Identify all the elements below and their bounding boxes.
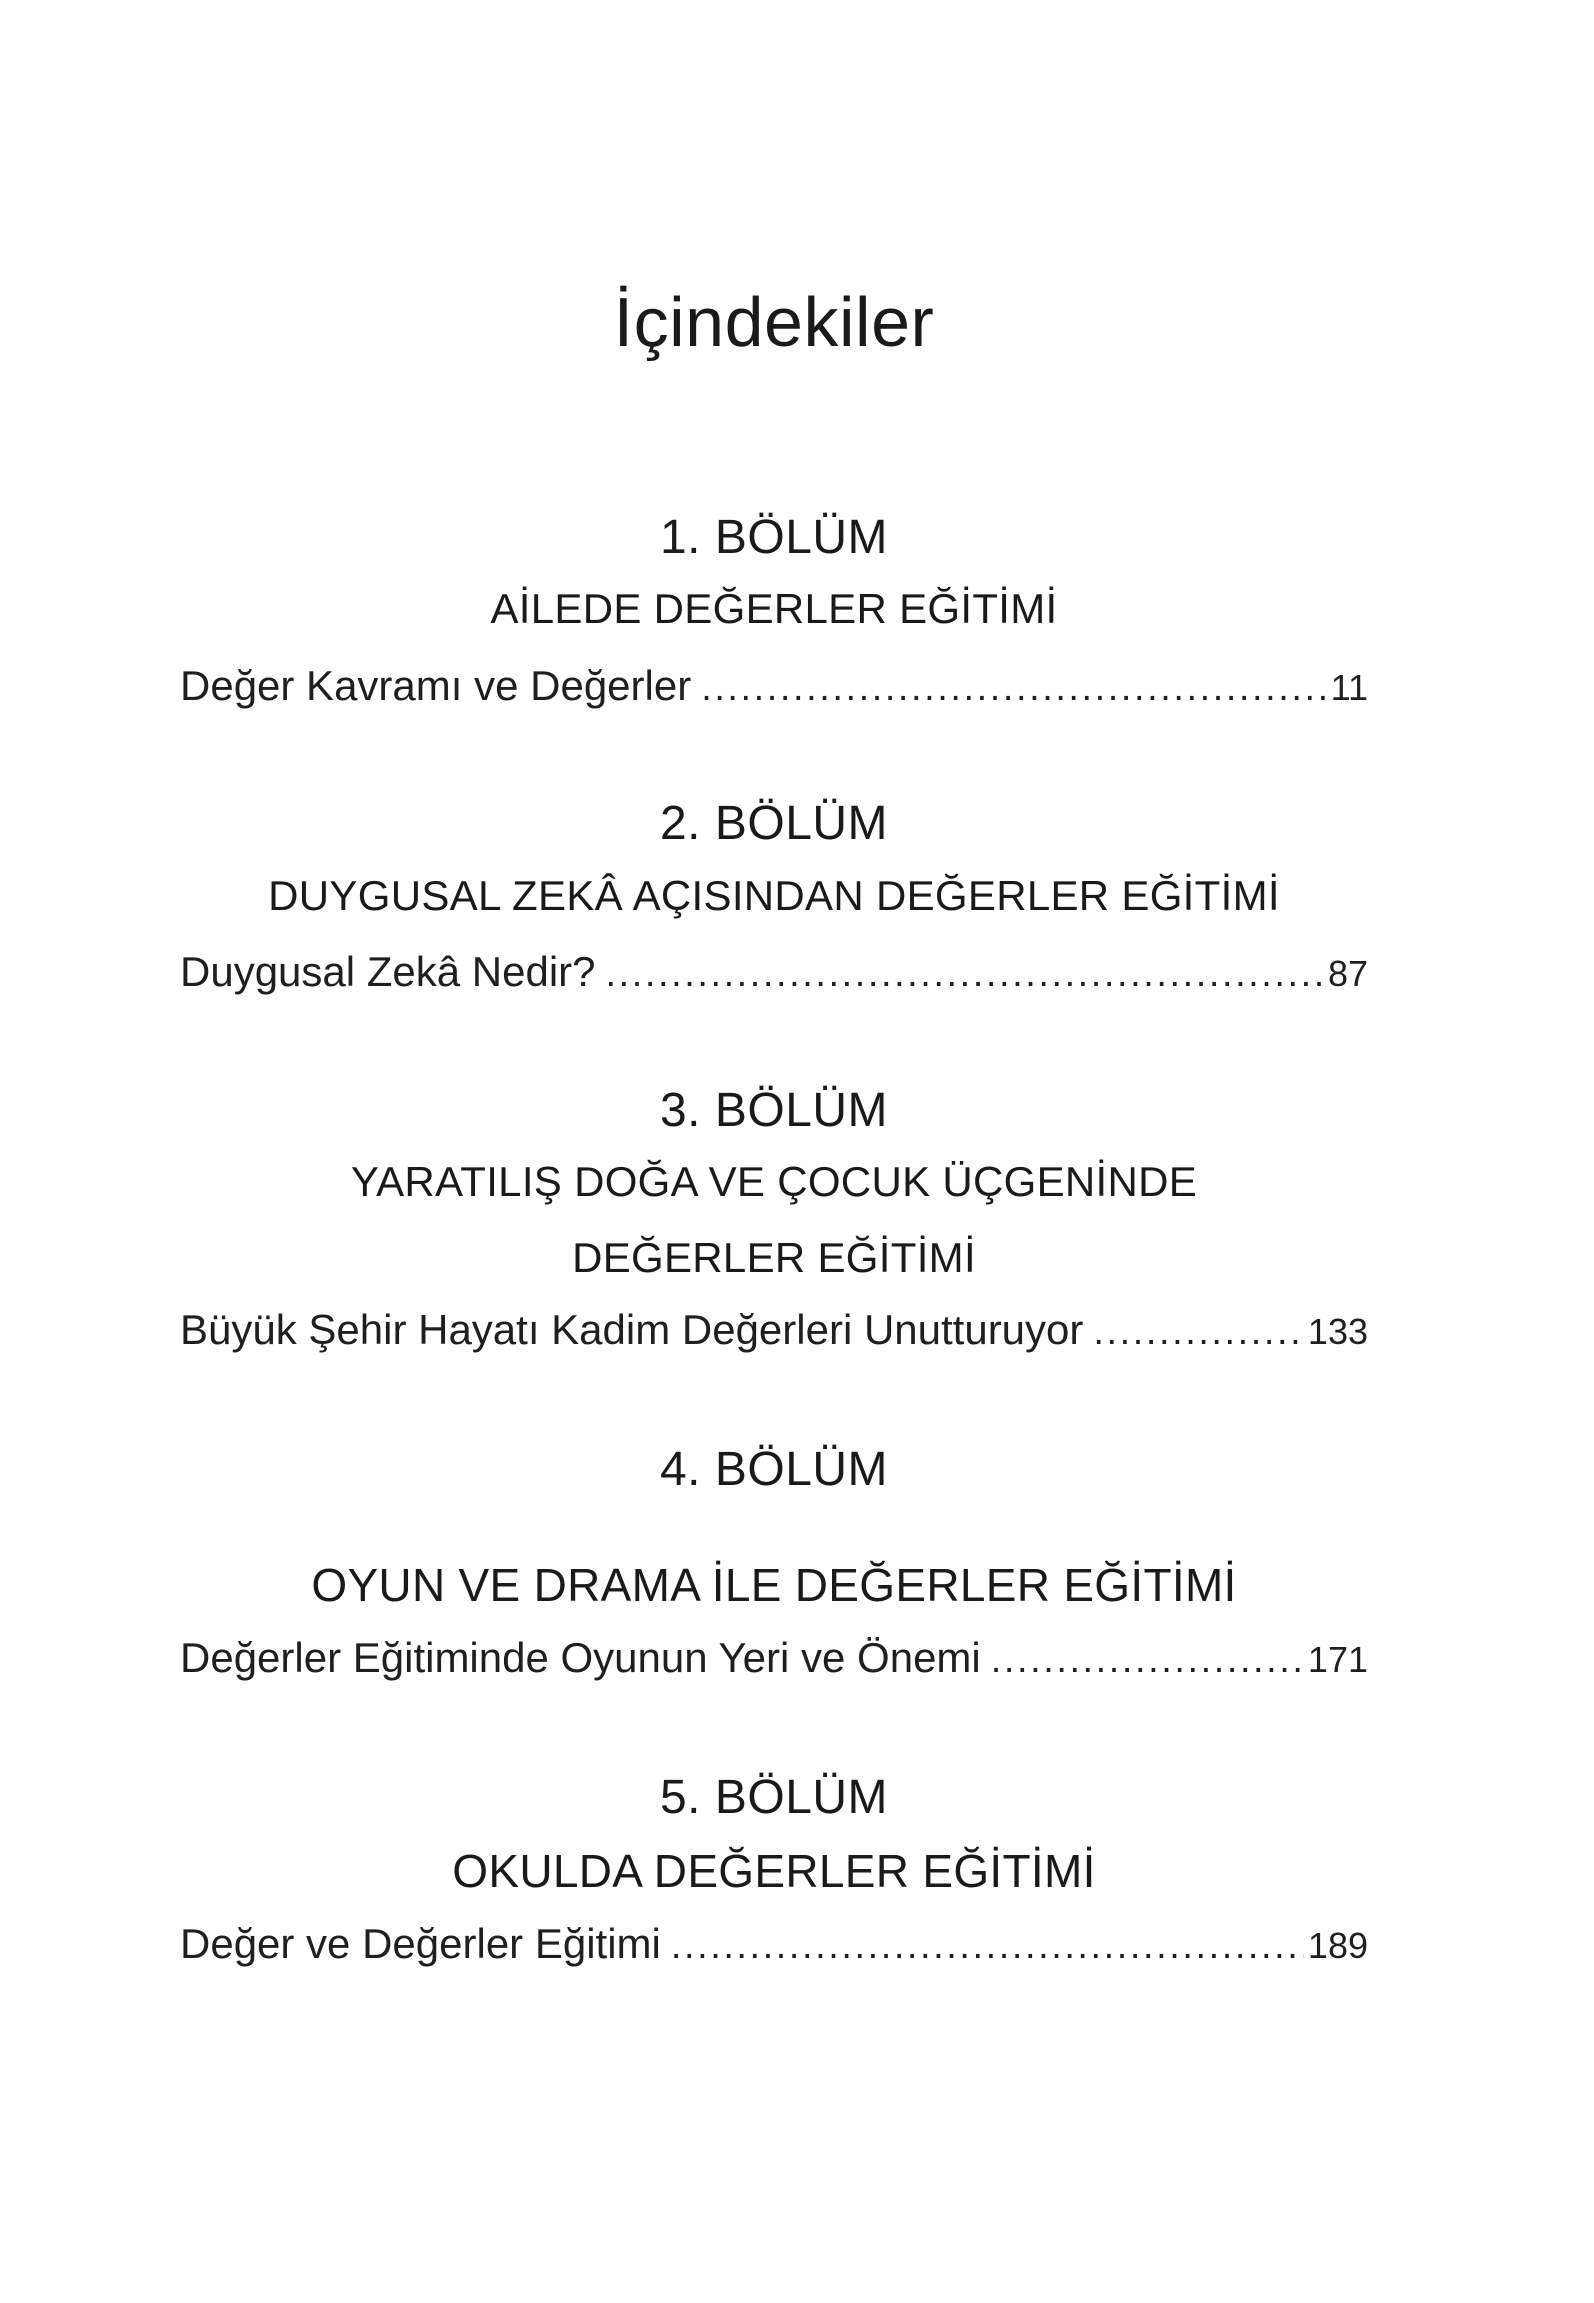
chapter-3-title-line-2: DEĞERLER EĞİTİMİ	[572, 1234, 976, 1281]
toc-entry-2-text: Duygusal Zekâ Nedir?	[180, 948, 596, 995]
toc-entry-2-leader	[606, 953, 1324, 996]
chapter-3-title-line-1: YARATILIŞ DOĞA VE ÇOCUK ÜÇGENİNDE	[350, 1158, 1198, 1205]
toc-entry-1-leader	[701, 667, 1326, 710]
chapter-3-label: 3. BÖLÜM	[659, 1084, 889, 1137]
toc-entry-3-leader	[1093, 1311, 1304, 1354]
chapter-2-label: 2. BÖLÜM	[659, 797, 889, 850]
chapter-2-title: DUYGUSAL ZEKÂ AÇISINDAN DEĞERLER EĞİTİMİ	[268, 872, 1280, 919]
toc-entry-2-page: 87	[1327, 953, 1368, 994]
toc-entry-2[interactable]	[180, 948, 1368, 996]
chapter-4-title: OYUN VE DRAMA İLE DEĞERLER EĞİTİMİ	[311, 1559, 1237, 1611]
toc-entry-5-text: Değer ve Değerler Eğitimi	[180, 1920, 661, 1967]
page-title: İçindekiler	[613, 283, 935, 361]
chapter-1-label: 1. BÖLÜM	[659, 511, 889, 564]
toc-entry-1[interactable]	[180, 662, 1368, 710]
toc-entry-1-text: Değer Kavramı ve Değerler	[180, 662, 692, 709]
toc-entry-3-page: 133	[1307, 1311, 1368, 1352]
toc-entry-3[interactable]	[180, 1306, 1368, 1354]
toc-entry-4-leader	[991, 1639, 1304, 1682]
chapter-1-title: AİLEDE DEĞERLER EĞİTİMİ	[490, 585, 1058, 632]
toc-entry-5-page: 189	[1307, 1925, 1368, 1966]
toc-entry-4-text: Değerler Eğitiminde Oyunun Yeri ve Önemi	[180, 1634, 981, 1681]
toc-entry-4-page: 171	[1307, 1639, 1368, 1680]
toc-entry-4[interactable]	[180, 1634, 1368, 1682]
chapter-5-title: OKULDA DEĞERLER EĞİTİMİ	[452, 1845, 1096, 1897]
toc-entry-5-leader	[671, 1925, 1304, 1968]
toc-entry-1-page: 11	[1330, 667, 1368, 708]
chapter-4-label: 4. BÖLÜM	[659, 1443, 889, 1496]
chapter-5-label: 5. BÖLÜM	[659, 1771, 889, 1824]
toc-entry-3-text: Büyük Şehir Hayatı Kadim Değerleri Unutturuyor	[180, 1306, 1084, 1353]
toc-entry-5[interactable]	[180, 1920, 1368, 1968]
